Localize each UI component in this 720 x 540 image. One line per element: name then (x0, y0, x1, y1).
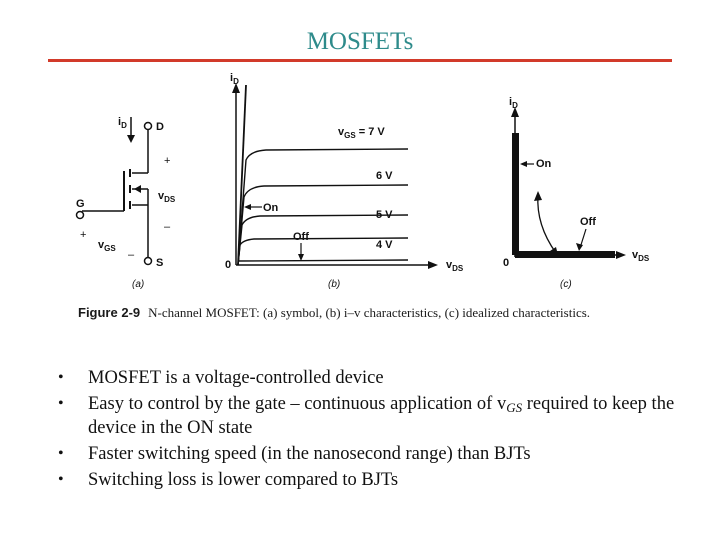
part-c-label: (c) (560, 279, 572, 290)
mosfet-symbol (76, 116, 176, 290)
bullet-item: • Easy to control by the gate – continuous application of $v_{GS}$ required to keep the device in the ON state (58, 394, 675, 438)
part-a-label: (a) (132, 279, 145, 290)
bullet-list (58, 368, 698, 496)
bullet-dot: • (58, 369, 64, 386)
slide-title: MOSFETs (306, 28, 414, 55)
mosfet-figure (60, 65, 700, 300)
vds-minus: – (164, 221, 171, 233)
source-terminal (145, 258, 152, 265)
ideal-off-label: Off (580, 216, 596, 228)
vgs-plus: + (80, 229, 87, 241)
vgs-7v-label: $v_{GS} = 7$ V (338, 126, 385, 140)
ideal-off-line (515, 251, 615, 258)
vds-label: $v_{DS}$ (158, 190, 176, 204)
transition-arc (538, 195, 556, 253)
off-line (238, 260, 408, 261)
bullet-dot: • (58, 395, 64, 412)
caption-text: N-channel MOSFET: (a) symbol, (b) i–v characteristics, (c) idealized characteristics. (148, 305, 591, 320)
ideal-on-line (512, 133, 519, 255)
source-label: S (156, 257, 164, 269)
id-axis-label: $i_D$ (230, 72, 239, 86)
bullet-item: • Faster switching speed (in the nanosecond range) than BJTs (58, 444, 531, 464)
bullet-dot: • (58, 471, 64, 488)
ideal-origin-label: 0 (503, 257, 510, 269)
figure-caption (78, 304, 638, 321)
ideal-vds-axis-label: $v_{DS}$ (632, 249, 650, 263)
bullet-item: • Switching loss is lower compared to BJTs (58, 470, 399, 490)
gate-label: G (76, 198, 85, 210)
on-label: On (263, 202, 279, 214)
channel-arrow (134, 185, 141, 193)
origin-label: 0 (225, 259, 232, 271)
vgs-label: $v_{GS}$ (98, 239, 116, 253)
ideal-on-label: On (536, 158, 552, 170)
off-label: Off (293, 231, 309, 243)
title-divider (48, 59, 672, 62)
vgs-4v-label: 4 V (376, 239, 393, 251)
bullet-item: • MOSFET is a voltage-controlled device (58, 368, 384, 388)
iv-characteristics (225, 72, 464, 290)
ideal-id-axis-label: $i_D$ (509, 96, 518, 110)
symbol-id-label: $i_D$ (118, 116, 127, 130)
vds-plus: + (164, 155, 171, 167)
drain-terminal (145, 123, 152, 130)
vgs-6v-label: 6 V (376, 170, 393, 182)
idealized-characteristics (503, 96, 650, 290)
vgs-minus: – (128, 249, 135, 261)
vgs-5v-label: 5 V (376, 209, 393, 221)
vds-axis-label: $v_{DS}$ (446, 259, 464, 273)
part-b-label: (b) (328, 279, 341, 290)
drain-label: D (156, 121, 164, 133)
figure-number: Figure 2-9 (78, 305, 141, 320)
gate-terminal (77, 212, 84, 219)
id-arrow-head (127, 135, 135, 143)
curve-6v (238, 185, 408, 265)
bullet-dot: • (58, 445, 64, 462)
